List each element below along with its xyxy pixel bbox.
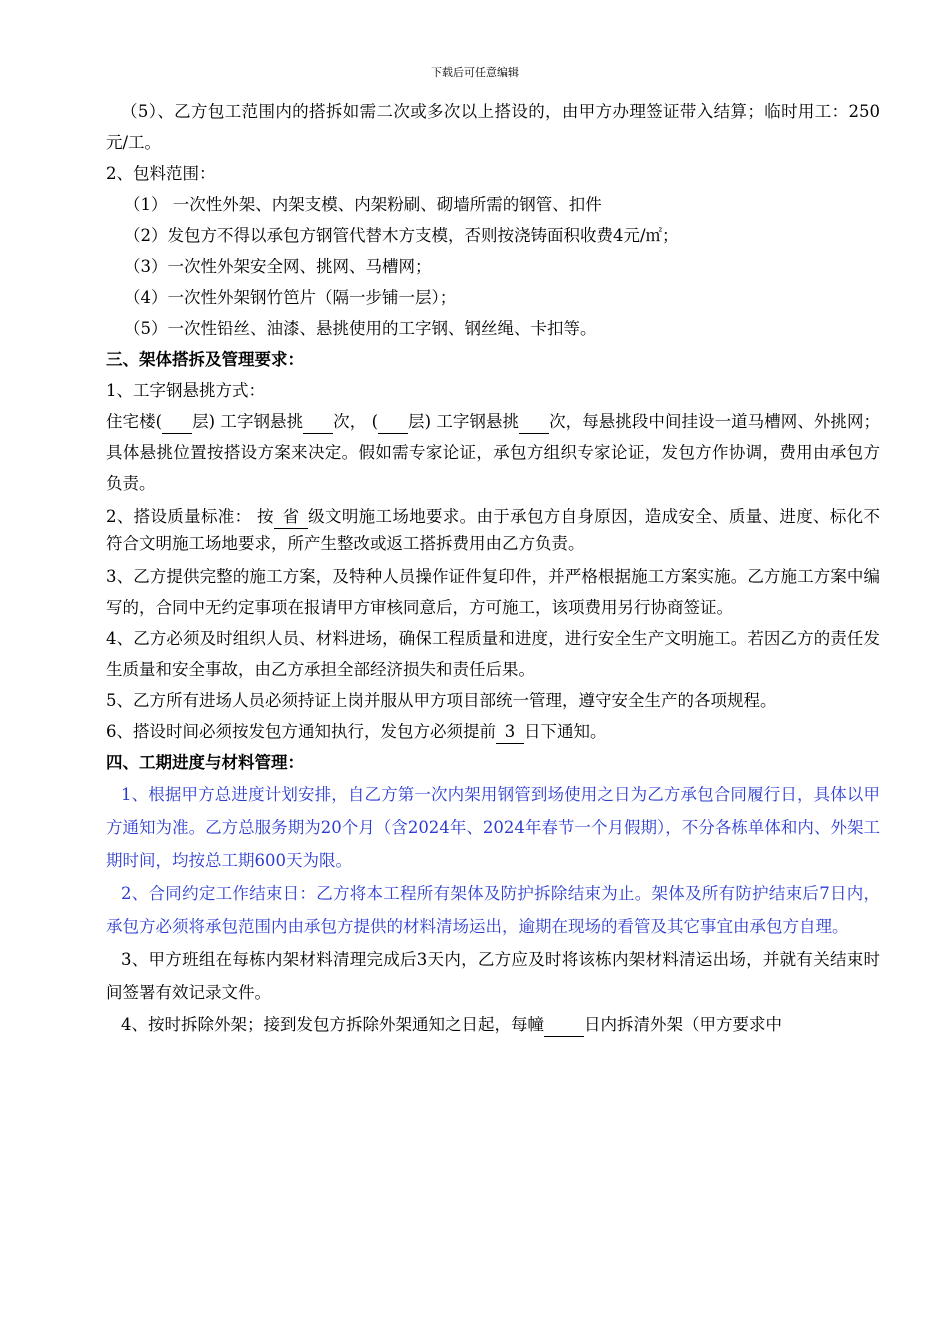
paragraph-material-3: （3）一次性外架安全网、挑网、马槽网；	[124, 257, 432, 276]
page-header: 下载后可任意编辑	[431, 66, 519, 79]
paragraph-schedule-4: 4、按时拆除外架；接到发包方拆除外架通知之日起，每幢 日内拆清外架（甲方要求中	[106, 1009, 880, 1040]
blank-floor-2	[378, 411, 408, 434]
blank-floor-1	[162, 411, 192, 434]
paragraph-material-5: （5）一次性铅丝、油漆、悬挑使用的工字钢、钢丝绳、卡扣等。	[124, 319, 597, 338]
paragraph-erection-time: 6、搭设时间必须按发包方通知执行，发包方必须提前 3 日下通知。	[106, 716, 880, 747]
blank-count-2	[519, 411, 549, 434]
blank-days-dismantle	[544, 1014, 584, 1037]
paragraph-material-1: （1） 一次性外架、内架支模、内架粉刷、砌墙所需的钢管、扣件	[124, 195, 602, 214]
paragraph-quality-standard: 2、搭设质量标准： 按 省 级文明施工场地要求。由于承包方自身原因，造成安全、质量、进度、标化不符合文明施工场地要求，所产生整改或返工搭拆费用由乙方负责。	[106, 507, 881, 553]
paragraph-schedule-1: 1、根据甲方总进度计划安排，自乙方第一次内架用钢管到场使用之日为乙方承包合同履行日，具体以甲方通知为准。乙方总服务期为20个月（含2024年、2024年春节一个月假期），不分各栋单体和内、外架工期时间，均按总工期600天为限。	[106, 785, 880, 870]
paragraph-scope-5: （5）、乙方包工范围内的搭拆如需二次或多次以上搭设的，由甲方办理签证带入结算；临时用工：250元/工。	[106, 102, 880, 152]
paragraph-material-4: （4）一次性外架钢竹笆片（隔一步铺一层）；	[124, 288, 457, 307]
paragraph-material-2: （2）发包方不得以承包方钢管代替木方支模，否则按浇铸面积收费4元/㎡；	[124, 226, 679, 245]
paragraph-cantilever-detail: 住宅楼( 层) 工字钢悬挑 次， ( 层) 工字钢悬挑 次，每悬挑段中间挂设一道马槽网、外挑网；具体悬挑位置按搭设方案来决定。假如需专家论证，承包方组织专家论证，发包方作协调，费用由承包方负责。	[106, 412, 881, 493]
paragraph-schedule-2: 2、合同约定工作结束日：乙方将本工程所有架体及防护拆除结束为止。架体及所有防护结束后7日内，承包方必须将承包范围内由承包方提供的材料清场运出，逾期在现场的看管及其它事宜由承包方自理。	[106, 884, 880, 936]
paragraph-personnel-materials: 4、乙方必须及时组织人员、材料进场，确保工程质量和进度，进行安全生产文明施工。若因乙方的责任发生质量和安全事故，由乙方承担全部经济损失和责任后果。	[106, 629, 880, 679]
section-heading-3: 三、架体搭拆及管理要求：	[106, 350, 304, 369]
section-heading-4: 四、工期进度与材料管理：	[106, 753, 304, 772]
paragraph-certified-staff: 5、乙方所有进场人员必须持证上岗并服从甲方项目部统一管理，遵守安全生产的各项规程。	[106, 691, 777, 710]
paragraph-construction-plan: 3、乙方提供完整的施工方案，及特种人员操作证件复印件，并严格根据施工方案实施。乙方施工方案中编写的，合同中无约定事项在报请甲方审核同意后，方可施工，该项费用另行协商签证。	[106, 567, 880, 617]
underlined-level: 省	[274, 506, 308, 529]
underlined-days: 3	[496, 721, 524, 744]
paragraph-material-scope: 2、包料范围：	[106, 164, 216, 183]
paragraph-cantilever-method: 1、工字钢悬挑方式：	[106, 381, 265, 400]
paragraph-schedule-3: 3、甲方班组在每栋内架材料清理完成后3天内，乙方应及时将该栋内架材料清运出场，并就有关结束时间签署有效记录文件。	[106, 950, 880, 1002]
document-body	[106, 96, 880, 1040]
blank-count-1	[303, 411, 333, 434]
